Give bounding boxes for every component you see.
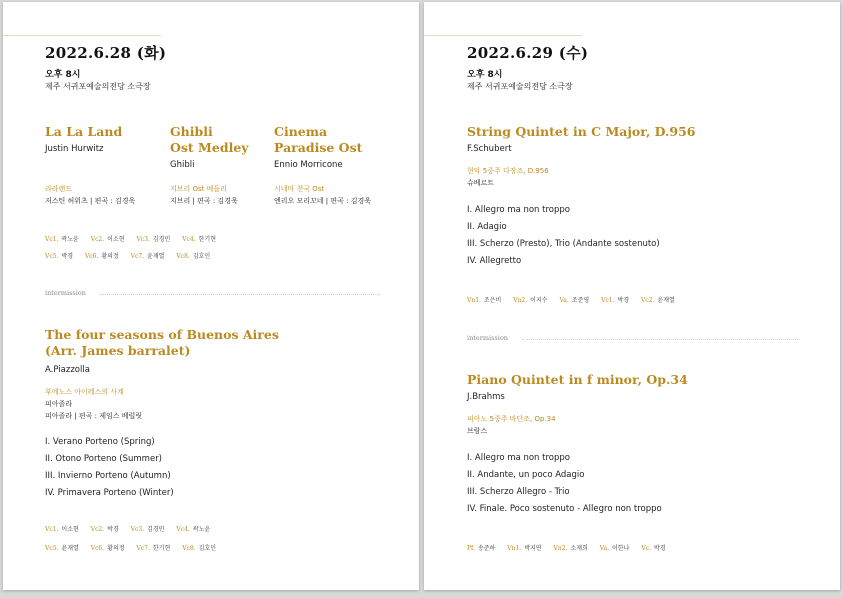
performer: Va. 조준영 xyxy=(559,297,590,304)
movement: III. Scherzo (Presto), Trio (Andante sostenuto) xyxy=(467,239,660,249)
program-cinema-paradiso xyxy=(274,124,371,206)
program-composer: J.Brahms xyxy=(467,392,505,402)
program-composer: A.Piazzolla xyxy=(45,365,90,375)
performer: Vc2. 이소현 xyxy=(90,236,125,243)
program-four-seasons xyxy=(45,327,279,502)
header-rule xyxy=(3,35,161,36)
performer: Vc2. 박경 xyxy=(90,526,119,533)
program-korean-title: 지브리 Ost 메들리 xyxy=(170,185,227,193)
concert-date: 2022.6.28 (화) xyxy=(45,44,167,62)
intermission-label: intermission xyxy=(467,334,508,342)
program-composer: Justin Hurwitz xyxy=(45,144,104,154)
program-title: String Quintet in C Major, D.956 xyxy=(467,124,696,139)
movement: III. Scherzo Allegro - Trio xyxy=(467,487,570,497)
performers-row xyxy=(45,234,226,243)
performer: Vc8. 김호인 xyxy=(176,253,211,260)
performer: Vc6. 황의정 xyxy=(84,253,119,260)
performers-row xyxy=(45,251,220,260)
performer: Vc4. 한기현 xyxy=(182,236,217,243)
concert-time: 오후 8시 xyxy=(467,70,503,80)
performer: Vn1. 박지연 xyxy=(507,545,542,552)
performer: Vc1. 박경 xyxy=(601,297,630,304)
performers-row xyxy=(45,524,220,533)
performer: Va. 이한나 xyxy=(599,545,630,552)
movement: III. Invierno Porteno (Autumn) xyxy=(45,471,171,481)
performer: Vc5. 윤재열 xyxy=(45,545,79,552)
movement-list xyxy=(45,434,279,502)
program-title: La La Land xyxy=(45,124,123,139)
movement: IV. Finale. Poco sostenuto - Allegro non troppo xyxy=(467,504,662,514)
performer: Vc. 박경 xyxy=(641,545,666,552)
movement: II. Andante, un poco Adagio xyxy=(467,470,585,480)
header-rule xyxy=(424,35,582,36)
performer: Vn2. 이지수 xyxy=(513,297,548,304)
concert-date: 2022.6.29 (수) xyxy=(467,44,589,62)
program-korean-title: 부에노스 아이레스의 사계 xyxy=(45,388,124,396)
movement: I. Verano Porteno (Spring) xyxy=(45,437,155,447)
concert-venue: 제주 서귀포예술의전당 소극장 xyxy=(467,82,573,91)
right-page xyxy=(424,2,840,590)
program-credit: 슈베르트 xyxy=(467,179,495,187)
performer: Vc1. 이소현 xyxy=(45,526,79,533)
performer: Vn2. 소재희 xyxy=(553,545,588,552)
program-title: Piano Quintet in f minor, Op.34 xyxy=(467,372,688,387)
movement: II. Adagio xyxy=(467,222,507,232)
performers-row xyxy=(467,543,676,552)
movement: I. Allegro ma non troppo xyxy=(467,205,570,215)
movement: IV. Allegretto xyxy=(467,256,522,266)
program-composer: Ghibli xyxy=(170,160,195,170)
intermission-divider xyxy=(522,339,800,340)
left-page xyxy=(3,2,419,590)
performer: Pf. 송준하 xyxy=(467,545,496,552)
program-korean-title: 라라랜드 xyxy=(45,185,73,193)
performer: Vn1. 조은비 xyxy=(467,297,502,304)
program-credit-composer: 피아졸라 xyxy=(45,400,73,408)
program-korean-title: 피아노 5중주 바단조, Op.34 xyxy=(467,415,556,423)
program-schubert-quintet xyxy=(467,124,696,270)
program-ghibli xyxy=(170,124,249,206)
program-korean-title: 시네마 천국 Ost xyxy=(274,185,325,193)
concert-venue: 제주 서귀포예술의전당 소극장 xyxy=(45,82,151,91)
program-arranger: (Arr. James barralet) xyxy=(45,343,191,358)
program-lalaland xyxy=(45,124,135,206)
movement: IV. Primavera Porteno (Winter) xyxy=(45,488,174,498)
performers-row xyxy=(45,543,226,552)
program-credit: 피아졸라 | 편곡 : 제임스 베럴릿 xyxy=(45,412,142,420)
program-title-line1: Cinema xyxy=(274,124,328,139)
program-composer: F.Schubert xyxy=(467,144,512,154)
movement: II. Otono Porteno (Summer) xyxy=(45,454,162,464)
performer: Vc8. 김호인 xyxy=(182,545,217,552)
performers-row xyxy=(467,295,685,304)
program-credit: 브람스 xyxy=(467,427,488,435)
performer: Vc6. 황의정 xyxy=(90,545,125,552)
performer: Vc3. 김경민 xyxy=(136,236,171,243)
movement: I. Allegro ma non troppo xyxy=(467,453,570,463)
movement-list xyxy=(467,450,688,518)
program-title-line2: Paradise Ost xyxy=(274,140,363,155)
movement-list xyxy=(467,202,696,270)
performer: Vc5. 박경 xyxy=(45,253,74,260)
performer: Vc4. 곽노윤 xyxy=(176,526,211,533)
program-title: The four seasons of Buenos Aires xyxy=(45,327,279,342)
program-korean-title: 현악 5중주 다장조, D.956 xyxy=(467,167,549,175)
program-brahms-quintet xyxy=(467,372,688,518)
program-credit: 저스틴 허위츠 | 편곡 : 김경욱 xyxy=(45,197,136,205)
intermission-label: intermission xyxy=(45,289,86,297)
performer: Vc3. 김경민 xyxy=(130,526,165,533)
program-composer: Ennio Morricone xyxy=(274,160,343,170)
program-title-line2: Ost Medley xyxy=(170,140,249,155)
program-credit: 지브리 | 편곡 : 김경욱 xyxy=(170,197,238,205)
program-credit: 엔리오 모리꼬네 | 편곡 : 김경욱 xyxy=(274,197,371,205)
intermission-divider xyxy=(100,294,380,295)
performer: Vc7. 한기현 xyxy=(136,545,171,552)
performer: Vc1. 곽노윤 xyxy=(45,236,79,243)
performer: Vc7. 윤재열 xyxy=(130,253,165,260)
program-title-line1: Ghibli xyxy=(170,124,213,139)
concert-time: 오후 8시 xyxy=(45,70,81,80)
performer: Vc2. 윤재열 xyxy=(641,297,675,304)
